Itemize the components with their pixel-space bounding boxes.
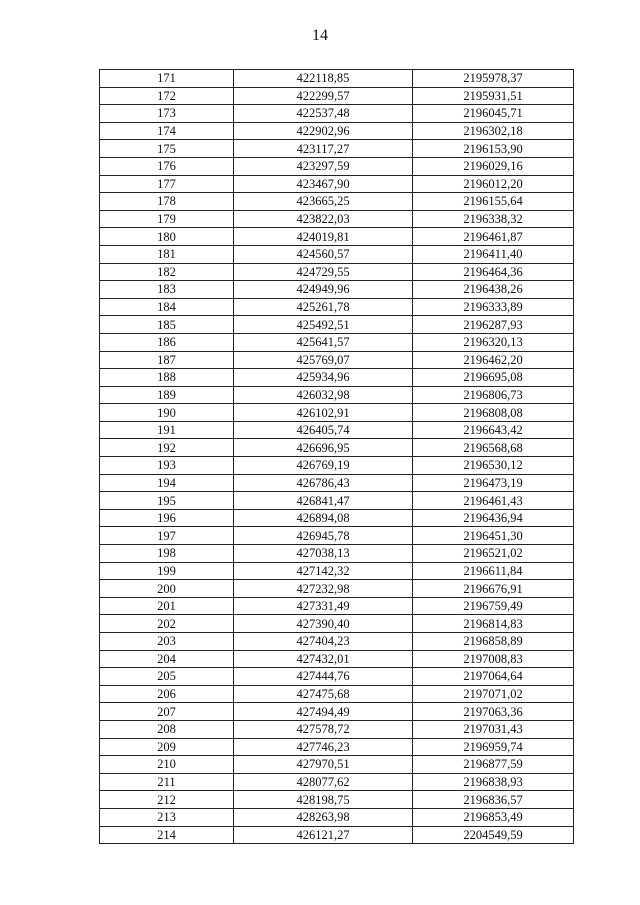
- x-coordinate-cell: 422118,85: [234, 70, 413, 88]
- x-coordinate-cell: 426696,95: [234, 439, 413, 457]
- x-coordinate-cell: 423117,27: [234, 140, 413, 158]
- point-number-cell: 186: [100, 333, 234, 351]
- y-coordinate-cell: 2196643,42: [413, 421, 574, 439]
- x-coordinate-cell: 425492,51: [234, 316, 413, 334]
- table-row: [100, 633, 574, 651]
- y-coordinate-cell: 2196287,93: [413, 316, 574, 334]
- y-coordinate-cell: 2196521,02: [413, 545, 574, 563]
- y-coordinate-cell: 2196530,12: [413, 457, 574, 475]
- point-number-cell: 183: [100, 281, 234, 299]
- table-row: [100, 509, 574, 527]
- x-coordinate-cell: 425641,57: [234, 333, 413, 351]
- y-coordinate-cell: 2196611,84: [413, 562, 574, 580]
- table-row: [100, 263, 574, 281]
- point-number-cell: 191: [100, 421, 234, 439]
- point-number-cell: 176: [100, 157, 234, 175]
- y-coordinate-cell: 2196853,49: [413, 808, 574, 826]
- table-row: [100, 386, 574, 404]
- table-row: [100, 157, 574, 175]
- x-coordinate-cell: 428198,75: [234, 791, 413, 809]
- table-row: [100, 668, 574, 686]
- table-row: [100, 87, 574, 105]
- y-coordinate-cell: 2196302,18: [413, 122, 574, 140]
- x-coordinate-cell: 423467,90: [234, 175, 413, 193]
- x-coordinate-cell: 427578,72: [234, 720, 413, 738]
- point-number-cell: 195: [100, 492, 234, 510]
- x-coordinate-cell: 426945,78: [234, 527, 413, 545]
- y-coordinate-cell: 2196338,32: [413, 210, 574, 228]
- point-number-cell: 179: [100, 210, 234, 228]
- point-number-cell: 198: [100, 545, 234, 563]
- y-coordinate-cell: 2196012,20: [413, 175, 574, 193]
- point-number-cell: 196: [100, 509, 234, 527]
- table-row: [100, 492, 574, 510]
- x-coordinate-cell: 423822,03: [234, 210, 413, 228]
- point-number-cell: 206: [100, 685, 234, 703]
- y-coordinate-cell: 2196411,40: [413, 245, 574, 263]
- y-coordinate-cell: 2197071,02: [413, 685, 574, 703]
- point-number-cell: 174: [100, 122, 234, 140]
- table-row: [100, 281, 574, 299]
- x-coordinate-cell: 425769,07: [234, 351, 413, 369]
- y-coordinate-cell: 2197064,64: [413, 668, 574, 686]
- x-coordinate-cell: 425934,96: [234, 369, 413, 387]
- table-row: [100, 316, 574, 334]
- y-coordinate-cell: 2196808,08: [413, 404, 574, 422]
- table-row: [100, 527, 574, 545]
- x-coordinate-cell: 427390,40: [234, 615, 413, 633]
- x-coordinate-cell: 422299,57: [234, 87, 413, 105]
- y-coordinate-cell: 2196451,30: [413, 527, 574, 545]
- table-row: [100, 756, 574, 774]
- table-row: [100, 298, 574, 316]
- x-coordinate-cell: 424949,96: [234, 281, 413, 299]
- point-number-cell: 188: [100, 369, 234, 387]
- point-number-cell: 182: [100, 263, 234, 281]
- x-coordinate-cell: 424560,57: [234, 245, 413, 263]
- table-row: [100, 580, 574, 598]
- point-number-cell: 190: [100, 404, 234, 422]
- x-coordinate-cell: 425261,78: [234, 298, 413, 316]
- table-row: [100, 738, 574, 756]
- table-row: [100, 70, 574, 88]
- table-row: [100, 791, 574, 809]
- y-coordinate-cell: 2196153,90: [413, 140, 574, 158]
- y-coordinate-cell: 2196461,87: [413, 228, 574, 246]
- coordinates-table: [99, 69, 574, 844]
- point-number-cell: 203: [100, 633, 234, 651]
- table-row: [100, 457, 574, 475]
- y-coordinate-cell: 2197008,83: [413, 650, 574, 668]
- x-coordinate-cell: 424019,81: [234, 228, 413, 246]
- table-row: [100, 404, 574, 422]
- y-coordinate-cell: 2196759,49: [413, 597, 574, 615]
- x-coordinate-cell: 428263,98: [234, 808, 413, 826]
- point-number-cell: 201: [100, 597, 234, 615]
- point-number-cell: 173: [100, 105, 234, 123]
- y-coordinate-cell: 2196959,74: [413, 738, 574, 756]
- table-row: [100, 808, 574, 826]
- x-coordinate-cell: 426405,74: [234, 421, 413, 439]
- point-number-cell: 211: [100, 773, 234, 791]
- point-number-cell: 205: [100, 668, 234, 686]
- table-row: [100, 333, 574, 351]
- x-coordinate-cell: 426894,08: [234, 509, 413, 527]
- x-coordinate-cell: 427404,23: [234, 633, 413, 651]
- y-coordinate-cell: 2196806,73: [413, 386, 574, 404]
- point-number-cell: 184: [100, 298, 234, 316]
- x-coordinate-cell: 423665,25: [234, 193, 413, 211]
- y-coordinate-cell: 2196464,36: [413, 263, 574, 281]
- y-coordinate-cell: 2196836,57: [413, 791, 574, 809]
- table-row: [100, 369, 574, 387]
- table-row: [100, 720, 574, 738]
- y-coordinate-cell: 2196155,64: [413, 193, 574, 211]
- coordinates-table-container: [99, 69, 573, 844]
- table-row: [100, 175, 574, 193]
- x-coordinate-cell: 427746,23: [234, 738, 413, 756]
- x-coordinate-cell: 427331,49: [234, 597, 413, 615]
- page-number: 14: [312, 27, 328, 44]
- table-row: [100, 597, 574, 615]
- y-coordinate-cell: 2196461,43: [413, 492, 574, 510]
- point-number-cell: 192: [100, 439, 234, 457]
- table-row: [100, 245, 574, 263]
- table-row: [100, 474, 574, 492]
- point-number-cell: 185: [100, 316, 234, 334]
- point-number-cell: 213: [100, 808, 234, 826]
- y-coordinate-cell: 2196438,26: [413, 281, 574, 299]
- table-row: [100, 122, 574, 140]
- point-number-cell: 193: [100, 457, 234, 475]
- x-coordinate-cell: 428077,62: [234, 773, 413, 791]
- point-number-cell: 202: [100, 615, 234, 633]
- y-coordinate-cell: 2196462,20: [413, 351, 574, 369]
- point-number-cell: 199: [100, 562, 234, 580]
- x-coordinate-cell: 427232,98: [234, 580, 413, 598]
- y-coordinate-cell: 2196838,93: [413, 773, 574, 791]
- x-coordinate-cell: 427038,13: [234, 545, 413, 563]
- y-coordinate-cell: 2196473,19: [413, 474, 574, 492]
- table-row: [100, 439, 574, 457]
- point-number-cell: 175: [100, 140, 234, 158]
- y-coordinate-cell: 2196333,89: [413, 298, 574, 316]
- x-coordinate-cell: 426786,43: [234, 474, 413, 492]
- x-coordinate-cell: 424729,55: [234, 263, 413, 281]
- table-row: [100, 421, 574, 439]
- table-row: [100, 685, 574, 703]
- point-number-cell: 177: [100, 175, 234, 193]
- point-number-cell: 214: [100, 826, 234, 844]
- x-coordinate-cell: 426121,27: [234, 826, 413, 844]
- point-number-cell: 200: [100, 580, 234, 598]
- point-number-cell: 208: [100, 720, 234, 738]
- y-coordinate-cell: 2196858,89: [413, 633, 574, 651]
- point-number-cell: 204: [100, 650, 234, 668]
- point-number-cell: 178: [100, 193, 234, 211]
- point-number-cell: 171: [100, 70, 234, 88]
- table-row: [100, 351, 574, 369]
- y-coordinate-cell: 2204549,59: [413, 826, 574, 844]
- table-row: [100, 210, 574, 228]
- x-coordinate-cell: 426032,98: [234, 386, 413, 404]
- point-number-cell: 181: [100, 245, 234, 263]
- y-coordinate-cell: 2196695,08: [413, 369, 574, 387]
- table-row: [100, 562, 574, 580]
- y-coordinate-cell: 2197031,43: [413, 720, 574, 738]
- point-number-cell: 197: [100, 527, 234, 545]
- point-number-cell: 187: [100, 351, 234, 369]
- x-coordinate-cell: 426102,91: [234, 404, 413, 422]
- y-coordinate-cell: 2196568,68: [413, 439, 574, 457]
- table-row: [100, 140, 574, 158]
- y-coordinate-cell: 2196814,83: [413, 615, 574, 633]
- y-coordinate-cell: 2197063,36: [413, 703, 574, 721]
- y-coordinate-cell: 2196877,59: [413, 756, 574, 774]
- point-number-cell: 194: [100, 474, 234, 492]
- table-row: [100, 826, 574, 844]
- y-coordinate-cell: 2196320,13: [413, 333, 574, 351]
- point-number-cell: 172: [100, 87, 234, 105]
- table-row: [100, 703, 574, 721]
- table-row: [100, 228, 574, 246]
- x-coordinate-cell: 426841,47: [234, 492, 413, 510]
- x-coordinate-cell: 427475,68: [234, 685, 413, 703]
- y-coordinate-cell: 2196029,16: [413, 157, 574, 175]
- table-body: [100, 70, 574, 844]
- point-number-cell: 210: [100, 756, 234, 774]
- x-coordinate-cell: 422537,48: [234, 105, 413, 123]
- point-number-cell: 212: [100, 791, 234, 809]
- x-coordinate-cell: 427970,51: [234, 756, 413, 774]
- table-row: [100, 193, 574, 211]
- point-number-cell: 207: [100, 703, 234, 721]
- x-coordinate-cell: 427432,01: [234, 650, 413, 668]
- y-coordinate-cell: 2196676,91: [413, 580, 574, 598]
- x-coordinate-cell: 426769,19: [234, 457, 413, 475]
- point-number-cell: 209: [100, 738, 234, 756]
- x-coordinate-cell: 427444,76: [234, 668, 413, 686]
- x-coordinate-cell: 422902,96: [234, 122, 413, 140]
- x-coordinate-cell: 427142,32: [234, 562, 413, 580]
- point-number-cell: 189: [100, 386, 234, 404]
- table-row: [100, 545, 574, 563]
- table-row: [100, 650, 574, 668]
- x-coordinate-cell: 427494,49: [234, 703, 413, 721]
- table-row: [100, 615, 574, 633]
- point-number-cell: 180: [100, 228, 234, 246]
- x-coordinate-cell: 423297,59: [234, 157, 413, 175]
- y-coordinate-cell: 2195931,51: [413, 87, 574, 105]
- table-row: [100, 773, 574, 791]
- y-coordinate-cell: 2195978,37: [413, 70, 574, 88]
- table-row: [100, 105, 574, 123]
- y-coordinate-cell: 2196045,71: [413, 105, 574, 123]
- y-coordinate-cell: 2196436,94: [413, 509, 574, 527]
